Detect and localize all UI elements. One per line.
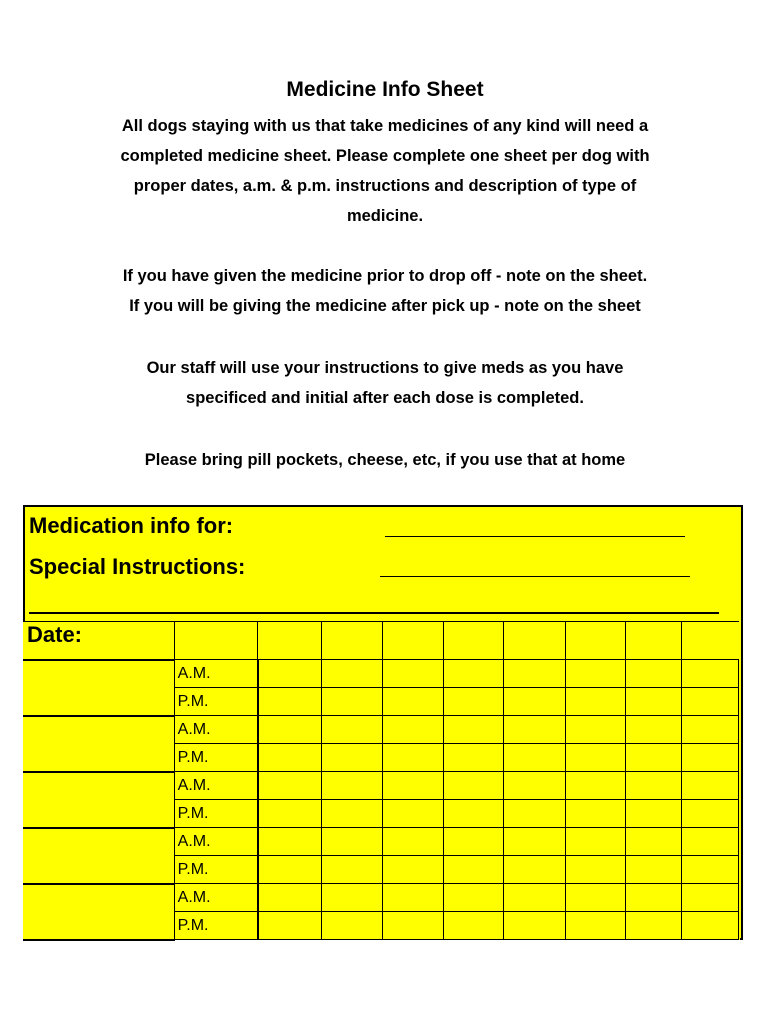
dose-initial-cell[interactable] bbox=[739, 772, 740, 800]
dose-initial-cell[interactable] bbox=[383, 660, 443, 688]
dose-initial-cell[interactable] bbox=[682, 772, 739, 800]
dose-initial-cell[interactable] bbox=[625, 660, 681, 688]
special-instructions-label: Special Instructions: bbox=[29, 554, 246, 579]
dose-initial-cell[interactable] bbox=[625, 688, 681, 716]
intro-line: specificed and initial after each dose is completed. bbox=[186, 389, 584, 407]
dose-initial-cell[interactable] bbox=[383, 716, 443, 744]
intro-line: If you will be giving the medicine after pick up - note on the sheet bbox=[129, 297, 641, 315]
intro-line: All dogs staying with us that take medicines of any kind will need a bbox=[121, 117, 649, 135]
dose-initial-cell[interactable] bbox=[258, 660, 321, 688]
schedule-row-am bbox=[23, 884, 739, 912]
dose-initial-cell[interactable] bbox=[504, 856, 565, 884]
dose-initial-cell[interactable] bbox=[258, 912, 321, 940]
dose-initial-cell[interactable] bbox=[504, 660, 565, 688]
dose-initial-cell[interactable] bbox=[383, 828, 443, 856]
dose-initial-cell[interactable] bbox=[625, 856, 681, 884]
page-title: Medicine Info Sheet bbox=[286, 78, 484, 101]
dose-initial-cell[interactable] bbox=[258, 688, 321, 716]
day-date-cell[interactable] bbox=[23, 884, 174, 940]
dose-initial-cell[interactable] bbox=[504, 884, 565, 912]
dose-initial-cell[interactable] bbox=[565, 856, 625, 884]
day-date-cell[interactable] bbox=[23, 716, 174, 772]
day-date-cell[interactable] bbox=[23, 828, 174, 884]
special-instructions-line[interactable] bbox=[29, 612, 719, 614]
intro-line: If you have given the medicine prior to drop off - note on the sheet. bbox=[122, 267, 648, 285]
pm-label: P.M. bbox=[174, 800, 258, 828]
medication-info-field[interactable] bbox=[385, 536, 685, 537]
medication-info-label: Medication info for: bbox=[29, 513, 234, 538]
dose-initial-cell[interactable] bbox=[383, 912, 443, 940]
am-label: A.M. bbox=[174, 884, 258, 912]
dose-initial-cell[interactable] bbox=[565, 912, 625, 940]
dose-initial-cell[interactable] bbox=[443, 912, 503, 940]
am-label: A.M. bbox=[174, 828, 258, 856]
intro-paragraph-4 bbox=[40, 445, 730, 475]
dose-initial-cell[interactable] bbox=[739, 716, 740, 744]
dose-initial-cell[interactable] bbox=[565, 660, 625, 688]
intro-line: Our staff will use your instructions to give meds as you have bbox=[146, 359, 624, 377]
dose-initial-cell[interactable] bbox=[625, 800, 681, 828]
dose-initial-cell[interactable] bbox=[443, 772, 503, 800]
day-date-cell[interactable] bbox=[23, 772, 174, 828]
dose-initial-cell[interactable] bbox=[739, 744, 740, 772]
dose-initial-cell[interactable] bbox=[258, 856, 321, 884]
dose-initial-cell[interactable] bbox=[504, 800, 565, 828]
dose-initial-cell[interactable] bbox=[565, 744, 625, 772]
dose-initial-cell[interactable] bbox=[739, 800, 740, 828]
dose-initial-cell[interactable] bbox=[682, 828, 739, 856]
pm-label: P.M. bbox=[174, 688, 258, 716]
schedule-row-am bbox=[23, 660, 739, 688]
am-label: A.M. bbox=[174, 660, 258, 688]
dose-initial-cell[interactable] bbox=[504, 772, 565, 800]
dose-initial-cell[interactable] bbox=[321, 884, 382, 912]
dose-initial-cell[interactable] bbox=[258, 716, 321, 744]
intro-line: medicine. bbox=[346, 207, 424, 225]
dose-initial-cell[interactable] bbox=[321, 716, 382, 744]
dose-initial-cell[interactable] bbox=[565, 688, 625, 716]
day-date-cell[interactable] bbox=[23, 660, 174, 716]
pm-label: P.M. bbox=[174, 912, 258, 940]
dose-initial-cell[interactable] bbox=[321, 828, 382, 856]
dose-initial-cell[interactable] bbox=[504, 744, 565, 772]
dose-initial-cell[interactable] bbox=[504, 716, 565, 744]
dose-initial-cell[interactable] bbox=[383, 744, 443, 772]
medication-form bbox=[23, 505, 743, 940]
dose-initial-cell[interactable] bbox=[443, 660, 503, 688]
dose-initial-cell[interactable] bbox=[383, 884, 443, 912]
date-header-cell[interactable] bbox=[682, 622, 739, 660]
pm-label: P.M. bbox=[174, 744, 258, 772]
dose-initial-cell[interactable] bbox=[258, 772, 321, 800]
dose-initial-cell[interactable] bbox=[504, 828, 565, 856]
special-instructions-field[interactable] bbox=[380, 576, 690, 577]
dose-initial-cell[interactable] bbox=[739, 912, 740, 940]
dose-initial-cell[interactable] bbox=[739, 828, 740, 856]
dose-initial-cell[interactable] bbox=[565, 884, 625, 912]
dose-initial-cell[interactable] bbox=[625, 828, 681, 856]
dose-initial-cell[interactable] bbox=[321, 772, 382, 800]
schedule-row-am bbox=[23, 716, 739, 744]
dose-initial-cell[interactable] bbox=[258, 800, 321, 828]
date-header-cell[interactable] bbox=[443, 622, 503, 660]
dose-initial-cell[interactable] bbox=[258, 744, 321, 772]
dose-initial-cell[interactable] bbox=[443, 800, 503, 828]
dose-initial-cell[interactable] bbox=[383, 772, 443, 800]
intro-line: Please bring pill pockets, cheese, etc, if you use that at home bbox=[144, 451, 626, 469]
dose-initial-cell[interactable] bbox=[682, 716, 739, 744]
dose-initial-cell[interactable] bbox=[682, 744, 739, 772]
dose-initial-cell[interactable] bbox=[682, 912, 739, 940]
dose-initial-cell[interactable] bbox=[625, 884, 681, 912]
intro-paragraph-3 bbox=[40, 353, 730, 413]
dose-initial-cell[interactable] bbox=[739, 660, 740, 688]
date-header-cell[interactable] bbox=[321, 622, 382, 660]
dose-initial-cell[interactable] bbox=[258, 884, 321, 912]
dose-initial-cell[interactable] bbox=[682, 688, 739, 716]
dose-initial-cell[interactable] bbox=[443, 828, 503, 856]
dose-initial-cell[interactable] bbox=[321, 688, 382, 716]
intro-line: proper dates, a.m. & p.m. instructions and description of type of bbox=[133, 177, 637, 195]
dose-initial-cell[interactable] bbox=[383, 856, 443, 884]
dose-initial-cell[interactable] bbox=[504, 912, 565, 940]
date-header-cell[interactable] bbox=[504, 622, 565, 660]
dose-initial-cell[interactable] bbox=[321, 856, 382, 884]
dose-initial-cell[interactable] bbox=[321, 660, 382, 688]
dose-initial-cell[interactable] bbox=[321, 744, 382, 772]
dose-initial-cell[interactable] bbox=[682, 660, 739, 688]
dose-initial-cell[interactable] bbox=[739, 884, 740, 912]
intro-paragraph-2 bbox=[40, 261, 730, 321]
schedule-row-am bbox=[23, 772, 739, 800]
dose-initial-cell[interactable] bbox=[739, 856, 740, 884]
dose-initial-cell[interactable] bbox=[258, 828, 321, 856]
dose-initial-cell[interactable] bbox=[321, 912, 382, 940]
dose-initial-cell[interactable] bbox=[682, 856, 739, 884]
dose-initial-cell[interactable] bbox=[625, 912, 681, 940]
am-label: A.M. bbox=[174, 772, 258, 800]
dose-initial-cell[interactable] bbox=[625, 716, 681, 744]
dose-initial-cell[interactable] bbox=[443, 688, 503, 716]
date-header-cell[interactable] bbox=[258, 622, 321, 660]
dose-initial-cell[interactable] bbox=[565, 716, 625, 744]
dose-initial-cell[interactable] bbox=[504, 688, 565, 716]
dose-initial-cell[interactable] bbox=[383, 688, 443, 716]
dose-initial-cell[interactable] bbox=[383, 800, 443, 828]
dose-initial-cell[interactable] bbox=[625, 744, 681, 772]
dose-initial-cell[interactable] bbox=[565, 772, 625, 800]
dose-initial-cell[interactable] bbox=[443, 856, 503, 884]
medication-schedule-table bbox=[23, 621, 739, 941]
dose-initial-cell[interactable] bbox=[739, 688, 740, 716]
date-header-cell[interactable] bbox=[174, 622, 258, 660]
dose-initial-cell[interactable] bbox=[682, 800, 739, 828]
schedule-row-am bbox=[23, 828, 739, 856]
date-label: Date: bbox=[23, 622, 174, 660]
am-label: A.M. bbox=[174, 716, 258, 744]
dose-initial-cell[interactable] bbox=[443, 716, 503, 744]
intro-line: completed medicine sheet. Please complete one sheet per dog with bbox=[120, 147, 650, 165]
intro-paragraph-1 bbox=[40, 111, 730, 231]
date-header-cell[interactable] bbox=[383, 622, 443, 660]
dose-initial-cell[interactable] bbox=[565, 800, 625, 828]
dose-initial-cell[interactable] bbox=[682, 884, 739, 912]
dose-initial-cell[interactable] bbox=[443, 744, 503, 772]
dose-initial-cell[interactable] bbox=[443, 884, 503, 912]
dose-initial-cell[interactable] bbox=[321, 800, 382, 828]
pm-label: P.M. bbox=[174, 856, 258, 884]
date-header-cell[interactable] bbox=[565, 622, 625, 660]
dose-initial-cell[interactable] bbox=[625, 772, 681, 800]
dose-initial-cell[interactable] bbox=[565, 828, 625, 856]
date-header-cell[interactable] bbox=[625, 622, 681, 660]
